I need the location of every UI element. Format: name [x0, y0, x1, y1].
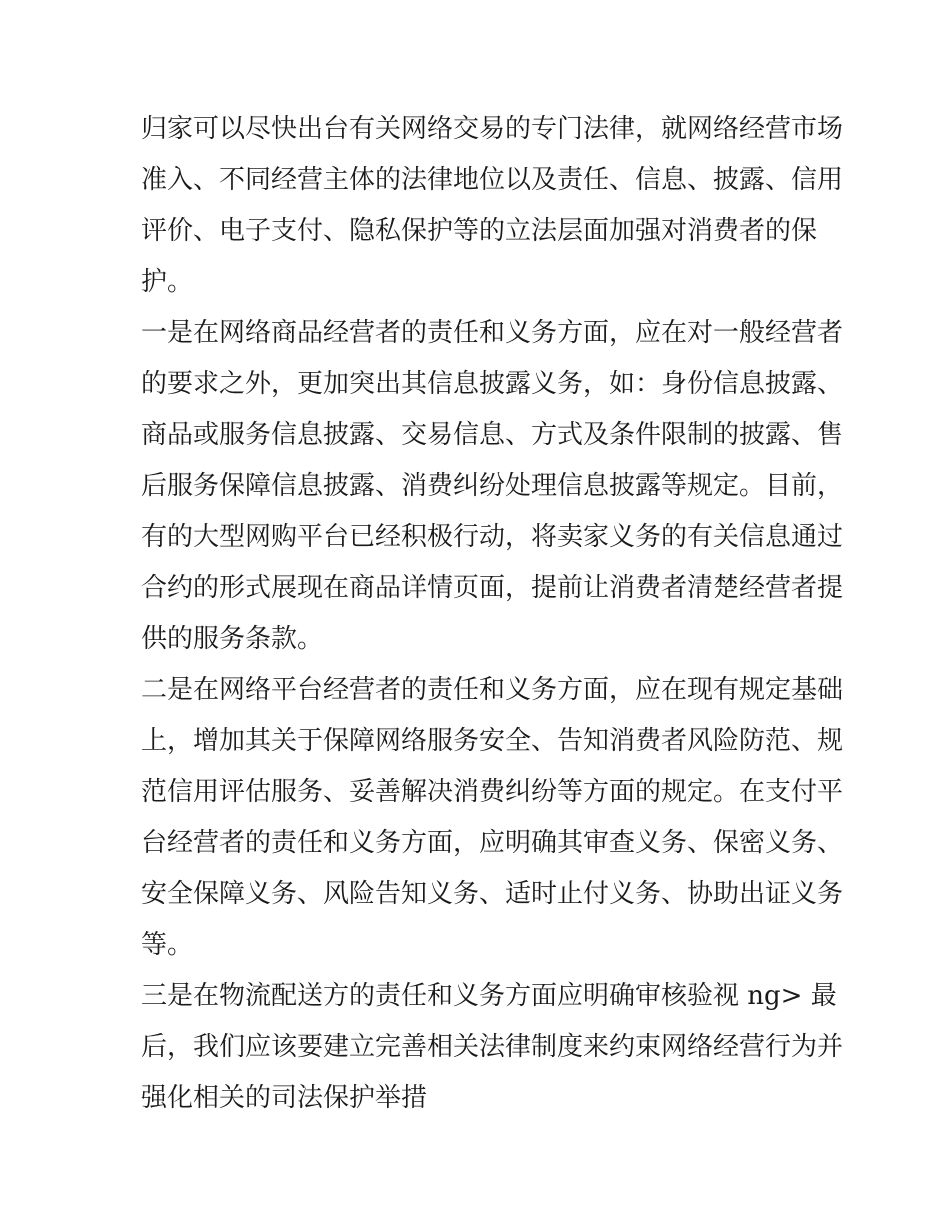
text-line: 归家可以尽快出台有关网络交易的专门法律，就网络经营市场	[141, 114, 844, 144]
text-line: 准入、不同经营主体的法律地位以及责任、信息、披露、信用	[141, 165, 844, 195]
paragraph-point-three	[141, 971, 844, 1124]
text-line: 一是在网络商品经营者的责任和义务方面，应在对一般经营者	[141, 318, 844, 348]
paragraph-intro	[141, 104, 844, 308]
text-line: 后，我们应该要建立完善相关法律制度来约束网络经营行为并	[141, 1032, 844, 1062]
text-line: 安全保障义务、风险告知义务、适时止付义务、协助出证义务	[141, 879, 844, 909]
paragraph-point-two	[141, 665, 844, 971]
text-line: 供的服务条款。	[141, 624, 324, 654]
text-line: 后服务保障信息披露、消费纠纷处理信息披露等规定。目前，	[141, 471, 844, 501]
text-line: 等。	[141, 930, 194, 960]
text-line: 护。	[141, 267, 194, 297]
text-line: 评价、电子支付、隐私保护等的立法层面加强对消费者的保	[141, 216, 818, 246]
text-line: 二是在网络平台经营者的责任和义务方面，应在现有规定基础	[141, 675, 844, 705]
text-line: 商品或服务信息披露、交易信息、方式及条件限制的披露、售	[141, 420, 844, 450]
document-body	[141, 104, 844, 1124]
text-line: 上，增加其关于保障网络服务安全、告知消费者风险防范、规	[141, 726, 844, 756]
text-line: 三是在物流配送方的责任和义务方面应明确审核验视 ng> 最	[141, 981, 837, 1011]
text-line: 范信用评估服务、妥善解决消费纠纷等方面的规定。在支付平	[141, 777, 844, 807]
text-line: 合约的形式展现在商品详情页面，提前让消费者清楚经营者提	[141, 573, 844, 603]
text-line: 的要求之外，更加突出其信息披露义务，如：身份信息披露、	[141, 369, 844, 399]
paragraph-point-one	[141, 308, 844, 665]
text-line: 有的大型网购平台已经积极行动，将卖家义务的有关信息通过	[141, 522, 844, 552]
text-line: 台经营者的责任和义务方面，应明确其审查义务、保密义务、	[141, 828, 844, 858]
text-line: 强化相关的司法保护举措	[141, 1083, 428, 1113]
